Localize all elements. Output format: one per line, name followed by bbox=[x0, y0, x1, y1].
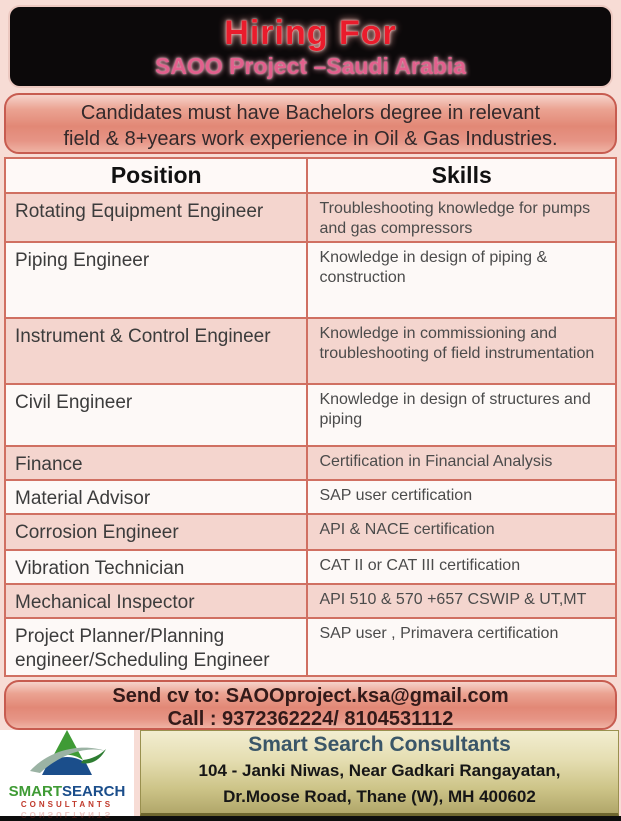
table-row bbox=[5, 584, 616, 618]
position-cell: Rotating Equipment Engineer bbox=[5, 193, 307, 242]
logo-smart-text: SMART bbox=[8, 783, 62, 800]
logo-wordmark bbox=[9, 784, 126, 799]
footer bbox=[0, 730, 621, 819]
table-row bbox=[5, 446, 616, 480]
requirement-line-1: Candidates must have Bachelors degree in relevant bbox=[80, 102, 541, 124]
poster-header bbox=[8, 5, 613, 88]
skills-cell: CAT II or CAT III certification bbox=[307, 550, 616, 584]
contact-email: Send cv to: SAOOproject.ksa@gmail.com bbox=[112, 685, 509, 707]
table-row bbox=[5, 193, 616, 242]
position-cell: Instrument & Control Engineer bbox=[5, 318, 307, 384]
poster-subtitle: SAOO Project –Saudi Arabia bbox=[154, 53, 467, 79]
table-header-row bbox=[5, 158, 616, 193]
address-line-1: 104 - Janki Niwas, Near Gadkari Rangayatan, bbox=[198, 761, 561, 780]
table-row bbox=[5, 384, 616, 446]
position-cell: Corrosion Engineer bbox=[5, 514, 307, 550]
skills-cell: Knowledge in design of structures and piping bbox=[307, 384, 616, 446]
logo-reflection: CONSULTANTS bbox=[20, 810, 114, 819]
position-cell: Vibration Technician bbox=[5, 550, 307, 584]
address-box bbox=[140, 730, 619, 816]
table-row bbox=[5, 618, 616, 676]
table-row bbox=[5, 318, 616, 384]
skills-cell: API 510 & 570 +657 CSWIP & UT,MT bbox=[307, 584, 616, 618]
smart-search-logo bbox=[0, 730, 134, 819]
position-cell: Civil Engineer bbox=[5, 384, 307, 446]
table-row bbox=[5, 514, 616, 550]
table-row bbox=[5, 242, 616, 318]
requirement-line-2: field & 8+years work experience in Oil & Gas Industries. bbox=[63, 128, 558, 150]
table-row bbox=[5, 480, 616, 514]
position-cell: Project Planner/Planning engineer/Scheduling Engineer bbox=[5, 618, 307, 676]
position-cell: Finance bbox=[5, 446, 307, 480]
contact-phone: Call : 9372362224/ 8104531112 bbox=[167, 708, 454, 730]
requirement-banner bbox=[4, 93, 617, 154]
address-line-2: Dr.Moose Road, Thane (W), MH 400602 bbox=[223, 787, 536, 806]
position-cell: Piping Engineer bbox=[5, 242, 307, 318]
contact-banner bbox=[4, 680, 617, 730]
skills-cell: Knowledge in commissioning and troubleshooting of field instrumentation bbox=[307, 318, 616, 384]
position-cell: Material Advisor bbox=[5, 480, 307, 514]
logo-consultants-text: CONSULTANTS bbox=[20, 800, 114, 809]
logo-search-text: SEARCH bbox=[61, 783, 126, 800]
table-row bbox=[5, 550, 616, 584]
table-header-skills: Skills bbox=[307, 158, 616, 193]
poster-title: Hiring For bbox=[224, 14, 397, 52]
skills-cell: SAP user , Primavera certification bbox=[307, 618, 616, 676]
skills-cell: Troubleshooting knowledge for pumps and gas compressors bbox=[307, 193, 616, 242]
table-header-position: Position bbox=[5, 158, 307, 193]
positions-table bbox=[4, 157, 617, 677]
position-cell: Mechanical Inspector bbox=[5, 584, 307, 618]
triangle-swoosh-logo-icon bbox=[26, 729, 108, 784]
skills-cell: SAP user certification bbox=[307, 480, 616, 514]
skills-cell: Certification in Financial Analysis bbox=[307, 446, 616, 480]
company-name: Smart Search Consultants bbox=[248, 733, 511, 756]
skills-cell: API & NACE certification bbox=[307, 514, 616, 550]
skills-cell: Knowledge in design of piping & construction bbox=[307, 242, 616, 318]
